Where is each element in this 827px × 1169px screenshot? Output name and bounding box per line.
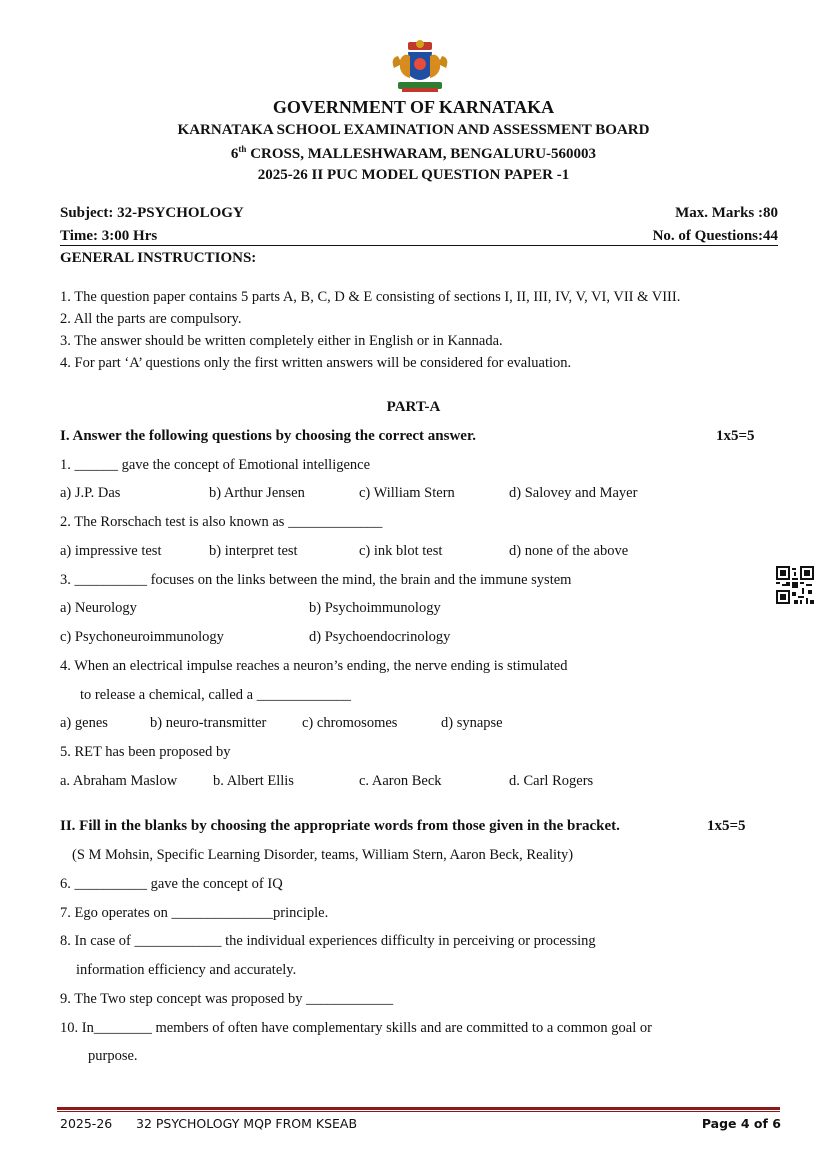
- time-label: Time: 3:00 Hrs: [60, 228, 158, 244]
- option: d) Salovey and Mayer: [509, 485, 638, 501]
- option: c) Psychoneuroimmunology: [60, 629, 224, 645]
- option: d) Psychoendocrinology: [309, 629, 451, 645]
- instruction-item: 2. All the parts are compulsory.: [60, 311, 242, 327]
- section-1-marks: 1x5=5: [716, 428, 755, 444]
- option: d) synapse: [441, 715, 503, 731]
- option: c) William Stern: [359, 485, 455, 501]
- instructions-heading: GENERAL INSTRUCTIONS:: [60, 250, 257, 266]
- footer-rule: [57, 1107, 780, 1110]
- option: d. Carl Rogers: [509, 773, 594, 789]
- instruction-item: 1. The question paper contains 5 parts A, B, C, D & E consisting of sections I, II, III, IV, V, VI, VII & VIII.: [60, 289, 681, 305]
- footer-label: 32 PSYCHOLOGY MQP FROM KSEAB: [136, 1116, 358, 1131]
- option: c) ink blot test: [359, 543, 443, 559]
- header-title: GOVERNMENT OF KARNATAKA: [272, 97, 555, 117]
- question-10-cont: purpose.: [88, 1048, 138, 1064]
- section-1-title: I. Answer the following questions by choosing the correct answer.: [60, 428, 476, 444]
- footer-year: 2025-26: [60, 1116, 113, 1131]
- option: d) none of the above: [509, 543, 629, 559]
- option: a) J.P. Das: [60, 485, 121, 501]
- question-9: 9. The Two step concept was proposed by ____________: [60, 991, 394, 1007]
- option: b) interpret test: [209, 543, 298, 559]
- question-5: 5. RET has been proposed by: [60, 744, 231, 760]
- question-4-cont: to release a chemical, called a _____________: [80, 687, 351, 703]
- question-4: 4. When an electrical impulse reaches a neuron’s ending, the nerve ending is stimulated: [60, 658, 568, 674]
- option: c) chromosomes: [302, 715, 398, 731]
- karnataka-emblem-icon: [388, 38, 452, 94]
- part-a-heading: PART-A: [386, 399, 441, 415]
- board-address: 6th CROSS, MALLESHWARAM, BENGALURU-560003: [230, 144, 597, 162]
- instruction-item: 3. The answer should be written completely either in English or in Kannada.: [60, 333, 503, 349]
- word-bank: (S M Mohsin, Specific Learning Disorder, teams, William Stern, Aaron Beck, Reality): [72, 847, 574, 863]
- option: a) impressive test: [60, 543, 162, 559]
- paper-title: 2025-26 II PUC MODEL QUESTION PAPER -1: [257, 167, 570, 183]
- question-3: 3. __________ focuses on the links between the mind, the brain and the immune system: [60, 572, 572, 588]
- option: c. Aaron Beck: [359, 773, 442, 789]
- max-marks: Max. Marks :80: [675, 205, 778, 221]
- option: b) Psychoimmunology: [309, 600, 441, 616]
- instruction-item: 4. For part ‘A’ questions only the first written answers will be considered for evaluation.: [60, 355, 572, 371]
- subject-label: Subject: 32-PSYCHOLOGY: [60, 205, 244, 221]
- option: a) genes: [60, 715, 108, 731]
- option: b. Albert Ellis: [213, 773, 294, 789]
- question-7: 7. Ego operates on ______________principle.: [60, 905, 329, 921]
- question-8-cont: information efficiency and accurately.: [76, 962, 297, 978]
- option: b) neuro-transmitter: [150, 715, 267, 731]
- question-10: 10. In________ members of often have complementary skills and are committed to a common goal or: [60, 1020, 652, 1036]
- num-questions: No. of Questions:44: [652, 228, 778, 244]
- question-2: 2. The Rorschach test is also known as _____________: [60, 514, 383, 530]
- question-8: 8. In case of ____________ the individual experiences difficulty in perceiving or processing: [60, 933, 596, 949]
- question-6: 6. __________ gave the concept of IQ: [60, 876, 283, 892]
- meta-underline: [60, 245, 778, 246]
- option: a. Abraham Maslow: [60, 773, 178, 789]
- option: a) Neurology: [60, 600, 137, 616]
- option: b) Arthur Jensen: [209, 485, 305, 501]
- section-2-title: II. Fill in the blanks by choosing the appropriate words from those given in the bracket.: [60, 818, 620, 834]
- page-number: Page 4 of 6: [701, 1116, 781, 1131]
- qr-code-icon: [776, 566, 814, 604]
- question-1: 1. ______ gave the concept of Emotional intelligence: [60, 457, 371, 473]
- section-2-marks: 1x5=5: [707, 818, 746, 834]
- board-name: KARNATAKA SCHOOL EXAMINATION AND ASSESSMENT BOARD: [177, 122, 650, 138]
- footer-rule-thin: [57, 1111, 780, 1112]
